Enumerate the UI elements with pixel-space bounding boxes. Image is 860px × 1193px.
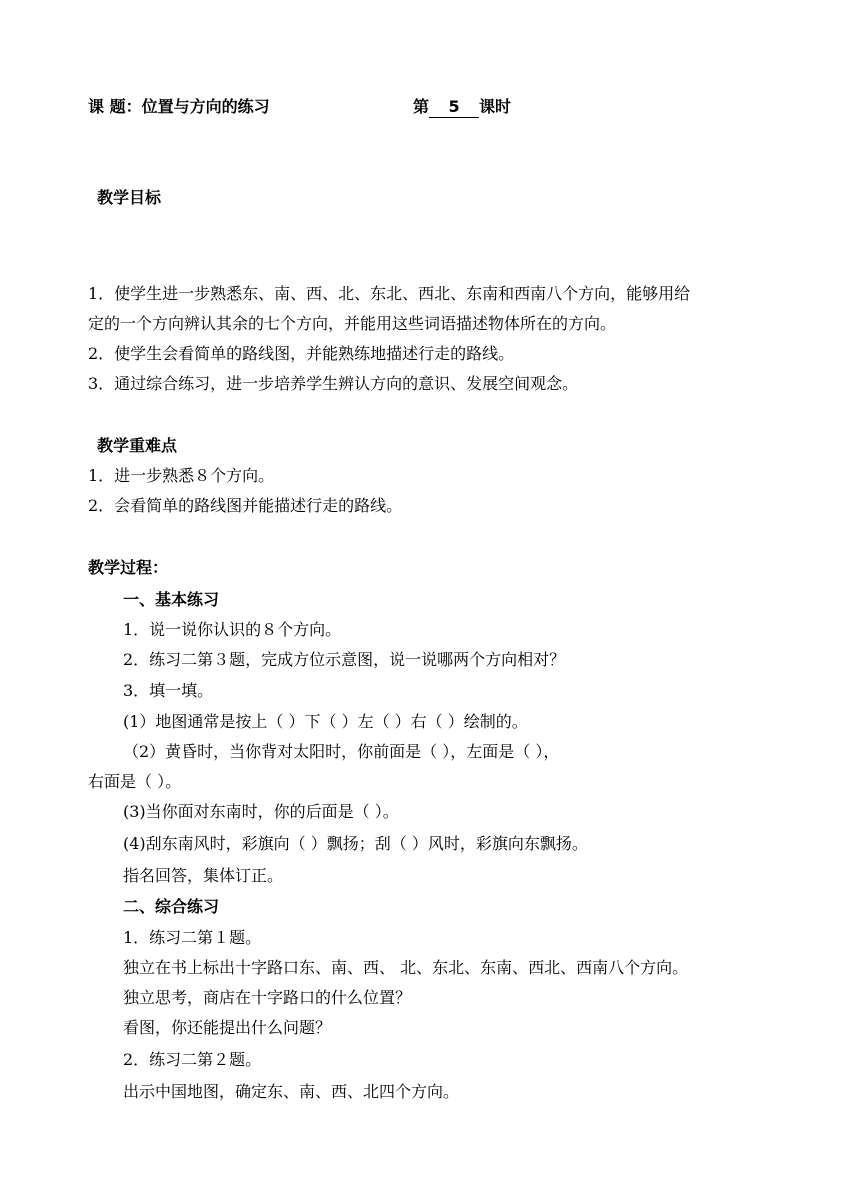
goal-line: 3．通过综合练习，进一步培养学生辨认方向的意识、发展空间观念。	[88, 374, 579, 393]
process-line: 2．练习二第３题，完成方位示意图，说一说哪两个方向相对？	[123, 650, 566, 669]
key-point-line: 2．会看简单的路线图并能描述行走的路线。	[88, 496, 403, 515]
topic-label: 课 题：	[88, 97, 142, 116]
goals-heading: 教学目标	[97, 188, 162, 207]
lesson-topic-line	[88, 97, 270, 117]
section-title: 二、综合练习	[123, 897, 220, 916]
process-line: 3．填一填。	[123, 681, 214, 700]
key-points-heading: 教学重难点	[97, 436, 178, 455]
process-line: 1．练习二第１题。	[123, 928, 262, 947]
process-line: (4)刮东南风时，彩旗向（ ）飘扬；刮（ ）风时，彩旗向东飘扬。	[123, 834, 588, 853]
topic-title: 位置与方向的练习	[141, 97, 270, 116]
process-line: (1）地图通常是按上（ ）下（ ）左（ ）右（ ）绘制的。	[123, 712, 528, 731]
goal-line: 2．使学生会看简单的路线图，并能熟练地描述行走的路线。	[88, 344, 515, 363]
process-line: 右面是（ ）。	[88, 772, 182, 791]
process-heading: 教学过程：	[88, 558, 169, 577]
process-line: 独立在书上标出十字路口东、南、西、 北、东北、东南、西北、西南八个方向。	[123, 958, 689, 977]
process-line: 出示中国地图，确定东、南、西、北四个方向。	[123, 1082, 460, 1101]
process-line: （2）黄昏时，当你背对太阳时，你前面是（ ），左面是（ ），	[123, 742, 560, 761]
process-line: 1．说一说你认识的８个方向。	[123, 620, 342, 639]
goal-line: 定的一个方向辨认其余的七个方向，并能用这些词语描述物体所在的方向。	[88, 314, 617, 333]
process-line: 独立思考，商店在十字路口的什么位置？	[123, 988, 412, 1007]
process-line: 指名回答，集体订正。	[123, 866, 284, 885]
key-point-line: 1．进一步熟悉８个方向。	[88, 466, 275, 485]
goal-line: 1．使学生进一步熟悉东、南、西、北、东北、西北、东南和西南八个方向，能够用给	[88, 284, 691, 303]
process-line: 2．练习二第２题。	[123, 1050, 262, 1069]
period-prefix: 第	[413, 97, 430, 116]
period-suffix: 课时	[479, 97, 512, 116]
process-line: 看图，你还能提出什么问题？	[123, 1018, 332, 1037]
process-line: (3)当你面对东南时，你的后面是（ ）。	[123, 802, 399, 821]
lesson-period-line	[413, 97, 511, 118]
period-number: 5	[429, 97, 479, 118]
section-title: 一、基本练习	[123, 590, 220, 609]
